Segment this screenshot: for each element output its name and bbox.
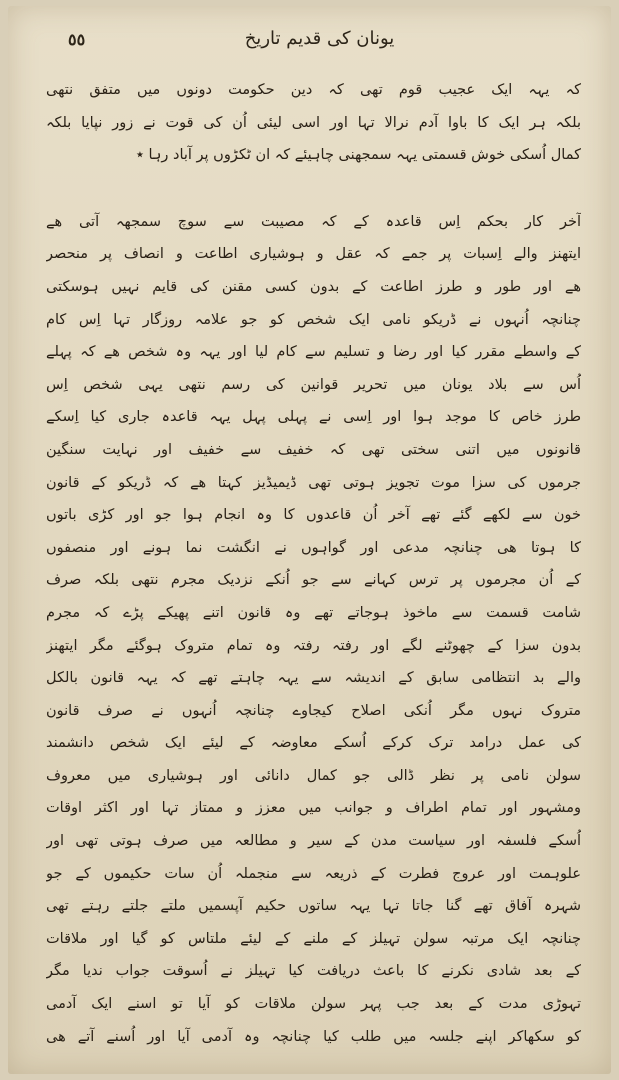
- text-line: کمال اُسکی خوش قسمتی یہہ سمجھنی چاہیئے کہ ان ٹکڑوں پر آباد رہا ٭: [135, 147, 581, 164]
- text-line: ایتھنز والے اِسبات پر جمے کہ عقل و ہوشیاری اطاعت و انصاف پر منحصر: [46, 246, 581, 263]
- text-line: قانونوں میں اتنی سختی تھی کہ خفیف سے خفیف اور نہایت سنگین: [46, 441, 581, 458]
- text-line: سولن نامی پر نظر ڈالی جو کمال دانائی اور ہوشیاری میں معروف: [46, 767, 581, 784]
- text-line: چنانچہ ایک مرتبہ سولن تہیلز کے ملنے کے لیئے ملتاس کو گیا اور ملاقات: [46, 930, 581, 947]
- text-line: خون سے لکھے گئے تھے آخر اُن قاعدوں کا وہ انجام ہوا جو اور کڑی باتوں: [46, 507, 581, 524]
- text-line: چنانچہ اُنہوں نے ڈریکو نامی ایک شخص کو جو علامہ روزگار تہا اِس کام: [46, 311, 581, 328]
- paragraph: [46, 74, 581, 172]
- text-line: کے واسطے مقرر کیا اور رضا و تسلیم سے کام لیا اور یہہ وہ شخص ھے کہ پہلے: [46, 344, 581, 361]
- text-line: تہوڑی مدت کے بعد جب پہر سولن ملاقات کو آیا تو اسنے ایک آدمی: [46, 996, 581, 1013]
- text-line: کا ہوتا ھی چنانچہ مدعی اور گواہوں نے انگشت نما ہونے اور منصفوں: [46, 539, 581, 556]
- paragraph-gap: [46, 172, 581, 206]
- text-line: شامت قسمت سے ماخوذ ہوجاتے تھے وہ قانون اتنے پھیکے پڑے کہ مجرم: [46, 604, 581, 621]
- text-line: علوہمت اور عروج فطرت کے ذریعہ سے منجملہ اُن سات حکیموں کے جو: [46, 865, 581, 882]
- text-line: ومشہور اور تمام اطراف و جوانب میں معزز و ممتاز تہا اور اکثر اوقات: [46, 800, 581, 817]
- text-line: جرموں کی سزا موت تجویز ہوتی تھی ڈیمیڈیز کہتا ھے کہ ڈریکو کے قانون: [46, 474, 581, 491]
- text-line: کہ یہہ ایک عجیب قوم تھی کہ دین حکومت دونوں میں متفق نتھی: [46, 82, 581, 98]
- text-line: کے بعد شادی نکرنے کا باعث دریافت کیا تہیلز نے اُسوقت جواب ندیا مگر: [46, 963, 581, 980]
- paragraph: [46, 206, 581, 1053]
- page-number: ٥٥: [68, 30, 86, 49]
- text-line: کے اُن مجرموں پر ترس کہانے سے جو اُنکے نزدیک مجرم نتھی بلکہ صرف: [46, 572, 581, 589]
- body-text: [46, 74, 581, 1053]
- running-title: یونان کی قدیم تاریخ: [244, 28, 395, 49]
- text-line: شہرہ آفاق تھے گنا جاتا تہا یہہ ساتوں حکیم آپسمیں ملتے جلتے رہتے تھی: [46, 898, 581, 915]
- text-line: آخر کار بحکم اِس قاعدہ کے کہ مصیبت سے سوچ سمجھہ آتی ھے: [46, 213, 581, 230]
- text-line: اُسکے فلسفہ اور سیاست مدن کے سیر و مطالعہ میں صرف ہوتی تھی اور: [46, 833, 581, 850]
- text-line: ھے اور طور و طرز اطاعت کے بدون کسی مقنن کی قایم نہیں ہوسکتی: [46, 278, 581, 295]
- text-line: متروک نہوں مگر اُنکی اصلاح کیجاوے چنانچہ اُنہوں نے صرف قانون: [46, 702, 581, 719]
- text-line: اُس سے بلاد یونان میں تحریر قوانین کی رسم نتھی یہی شخص اِس: [46, 376, 581, 393]
- page-header: [68, 28, 571, 62]
- text-line: بلکہ ہر ایک کا باوا آدم نرالا تہا اور اسی لیئی اُن کی قوت نے زور نپایا بلکہ: [46, 114, 581, 131]
- text-line: طرز خاص کا موجد ہوا اور اِسی نے پہلی پہل یہہ قاعدہ جاری کیا اِسکے: [46, 409, 581, 426]
- text-line: کی عمل درامد ترک کرکے اُسکے معاوضہ کے لیئے ایک شخص دانشمند: [46, 735, 581, 752]
- text-line: والے بد انتظامی سابق کے اندیشہ سے یہہ چاہتے تھے کہ یہہ قانون بالکل: [46, 670, 581, 687]
- text-line: کو سکھاکر اپنے جلسہ میں طلب کیا چنانچہ وہ آدمی آیا اور اُسنے آتے ھی: [46, 1028, 581, 1045]
- book-page: [8, 6, 611, 1074]
- text-line: بدون سزا کے چھوٹنے لگے اور رفتہ رفتہ وہ تمام متروک ہوگئے مگر ایتھنز: [46, 637, 581, 654]
